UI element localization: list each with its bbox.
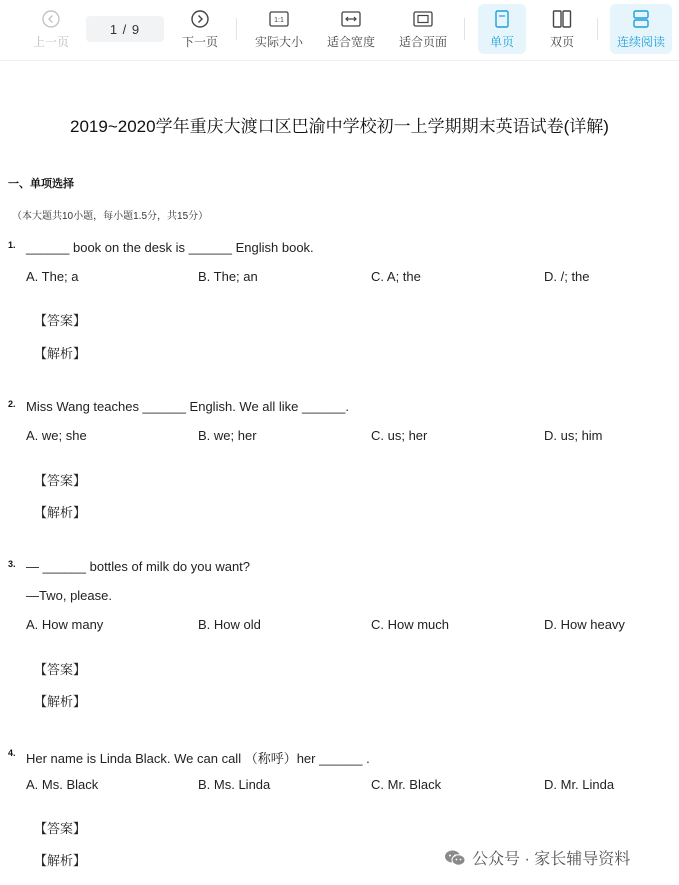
document-title: 2019~2020学年重庆大渡口区巴渝中学校初一上学期期末英语试卷(详解) [70, 117, 609, 136]
toolbar-divider [236, 18, 237, 40]
option-c: C. A; the [371, 269, 421, 284]
prev-page-label: 上一页 [32, 34, 69, 49]
option-a: A. Ms. Black [26, 777, 99, 792]
fit-width-icon [341, 9, 361, 29]
question-text: —Two, please. [26, 588, 112, 603]
actual-size-icon-text: 1:1 [274, 16, 284, 24]
next-page-button[interactable] [178, 4, 222, 54]
viewer-toolbar [0, 0, 679, 61]
chevron-left-circle-icon [41, 9, 61, 29]
option-b: B. we; her [198, 428, 257, 443]
option-c: C. How much [371, 617, 450, 632]
chevron-right-circle-icon [190, 9, 210, 29]
option-b: B. How old [198, 617, 261, 632]
actual-size-label: 实际大小 [254, 34, 303, 49]
answer-tag: 【答案】 [34, 662, 87, 677]
question-number: 1. [8, 240, 16, 250]
toolbar-divider [464, 18, 465, 40]
option-a: A. The; a [26, 269, 79, 284]
page-indicator-input[interactable]: 1 / 9 [86, 16, 164, 42]
actual-size-icon [269, 9, 289, 29]
toolbar-divider [597, 18, 598, 40]
option-d: D. /; the [544, 269, 590, 284]
fit-page-button[interactable] [396, 4, 450, 54]
option-c: C. Mr. Black [371, 777, 442, 792]
double-page-button[interactable] [540, 4, 584, 54]
watermark [444, 846, 630, 869]
question-text: Miss Wang teaches ______ English. We all like ______. [26, 399, 350, 414]
option-d: D. How heavy [544, 617, 625, 632]
option-d: D. Mr. Linda [544, 777, 615, 792]
question-text: — ______ bottles of milk do you want? [26, 559, 251, 574]
analysis-tag: 【解析】 [34, 694, 87, 709]
option-c: C. us; her [371, 428, 428, 443]
fit-page-icon [413, 9, 433, 29]
question-number: 4. [8, 748, 16, 758]
prev-page-button[interactable] [28, 4, 74, 54]
watermark-text: 公众号 · 家长辅导资料 [472, 851, 631, 868]
single-page-button[interactable] [478, 4, 526, 54]
option-a: A. we; she [26, 428, 87, 443]
analysis-tag: 【解析】 [34, 346, 87, 361]
option-a: A. How many [26, 617, 104, 632]
question-number: 2. [8, 399, 16, 409]
fit-page-label: 适合页面 [398, 34, 447, 49]
continuous-reading-label: 连续阅读 [616, 34, 665, 49]
question-text: ______ book on the desk is ______ English book. [26, 240, 314, 255]
answer-tag: 【答案】 [34, 821, 87, 836]
answer-tag: 【答案】 [34, 473, 87, 488]
analysis-tag: 【解析】 [34, 853, 87, 868]
double-page-label: 双页 [549, 34, 574, 49]
question-text: Her name is Linda Black. We can call （称呼）her ______ . [26, 751, 370, 766]
section-note: （本大题共10小题，每小题1.5分，共15分） [12, 211, 209, 222]
option-b: B. The; an [198, 269, 258, 284]
wechat-icon [444, 849, 466, 867]
answer-tag: 【答案】 [34, 313, 87, 328]
continuous-reading-button[interactable] [610, 4, 672, 54]
double-page-icon [552, 9, 572, 29]
fit-width-label: 适合宽度 [326, 34, 375, 49]
question-number: 3. [8, 559, 16, 569]
analysis-tag: 【解析】 [34, 505, 87, 520]
actual-size-button[interactable] [252, 4, 306, 54]
next-page-label: 下一页 [181, 34, 218, 49]
fit-width-button[interactable] [324, 4, 378, 54]
continuous-reading-icon [631, 9, 651, 29]
option-b: B. Ms. Linda [198, 777, 271, 792]
single-page-label: 单页 [489, 34, 514, 49]
section-heading: 一、单项选择 [8, 178, 74, 190]
single-page-icon [492, 9, 512, 29]
option-d: D. us; him [544, 428, 603, 443]
